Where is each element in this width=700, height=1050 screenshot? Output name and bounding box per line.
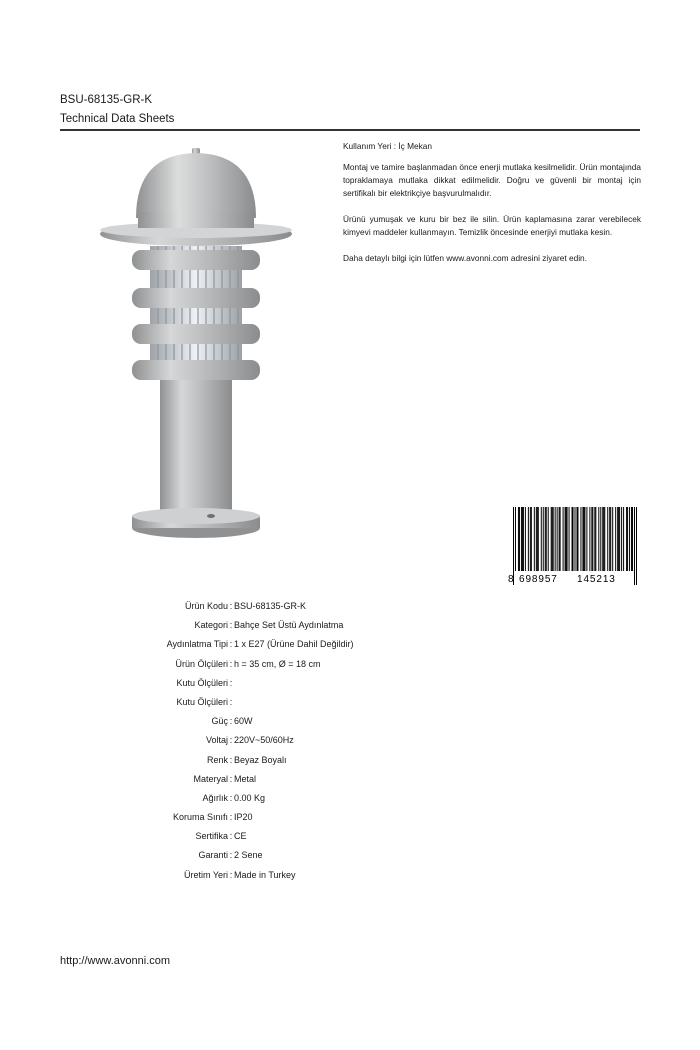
spec-separator: : [229, 716, 233, 727]
spec-separator: : [229, 850, 233, 861]
spec-separator: : [229, 658, 233, 669]
barcode-bar [626, 507, 627, 571]
spec-separator: : [229, 601, 233, 611]
barcode-bar [634, 507, 635, 585]
barcode-bar [631, 507, 632, 571]
barcode-bar [528, 507, 529, 571]
barcode-bar [600, 507, 601, 571]
spec-row [60, 808, 640, 827]
spec-label: Kutu Ölçüleri [176, 677, 228, 688]
spec-value: Metal [234, 773, 257, 784]
spec-label: Ürün Kodu [184, 601, 228, 611]
spec-row [60, 674, 640, 693]
spec-separator: : [229, 831, 233, 842]
barcode-bar [531, 507, 532, 571]
spec-row [60, 770, 640, 789]
barcode [505, 505, 639, 585]
barcode-bar [594, 507, 595, 571]
barcode-bar [567, 507, 568, 571]
barcode-bar [582, 507, 583, 571]
header-divider [60, 129, 640, 131]
barcode-bar [522, 507, 523, 571]
barcode-bar [525, 507, 526, 571]
spec-row [60, 846, 640, 865]
spec-value: 2 Sene [234, 850, 263, 861]
barcode-bar [521, 507, 522, 571]
barcode-bar [573, 507, 574, 571]
barcode-bar [595, 507, 596, 571]
barcode-bar [553, 507, 554, 571]
barcode-bar [555, 507, 556, 571]
spec-row [60, 712, 640, 731]
spec-value: 220V~50/60Hz [234, 735, 294, 746]
barcode-bar [609, 507, 610, 571]
barcode-bar [602, 507, 603, 571]
spec-separator: : [229, 812, 233, 823]
spec-separator: : [229, 754, 233, 765]
barcode-bar [534, 507, 535, 571]
barcode-bar [580, 507, 581, 571]
barcode-bar [598, 507, 599, 571]
spec-row [60, 731, 640, 750]
product-code-heading: BSU-68135-GR-K [60, 94, 153, 106]
barcode-bar [618, 507, 619, 571]
spec-label: Voltaj [205, 735, 228, 746]
spec-row [60, 616, 640, 635]
more-info-note: Daha detaylı bilgi için lütfen www.avonni.com adresini ziyaret edin. [343, 253, 587, 263]
spec-label: Üretim Yeri [183, 869, 228, 880]
barcode-bar [572, 507, 573, 571]
spec-separator: : [229, 869, 233, 880]
barcode-bar [541, 507, 542, 571]
barcode-left-digits: 698957 [519, 574, 558, 585]
barcode-bar [559, 507, 560, 571]
barcode-bar [610, 507, 611, 571]
barcode-bar [619, 507, 620, 571]
barcode-bar [603, 507, 604, 571]
barcode-right-digits: 145213 [577, 574, 616, 585]
barcode-bar [537, 507, 538, 571]
barcode-bar [557, 507, 558, 571]
spec-label: Güç [211, 716, 228, 727]
barcode-bar [566, 507, 567, 571]
barcode-bar [551, 507, 552, 571]
spec-value: BSU-68135-GR-K [234, 601, 307, 611]
barcode-bar [607, 507, 608, 571]
barcode-bar [545, 507, 546, 571]
spec-label: Renk [206, 754, 228, 765]
spec-value: Bahçe Set Üstü Aydınlatma [234, 620, 344, 631]
barcode-bar [546, 507, 547, 571]
spec-label: Koruma Sınıfı [172, 812, 228, 823]
spec-row [60, 827, 640, 846]
barcode-bar [552, 507, 553, 571]
spec-row [60, 655, 640, 674]
spec-separator: : [229, 696, 233, 707]
usage-info [343, 140, 641, 278]
barcode-bar [548, 507, 549, 571]
spec-value: Beyaz Boyalı [234, 754, 287, 765]
spec-label: Aydınlatma Tipi [166, 639, 228, 650]
spec-value: 0.00 Kg [234, 792, 266, 803]
barcode-bar [584, 507, 585, 571]
spec-separator: : [229, 620, 233, 631]
spec-label: Kategori [194, 620, 228, 631]
barcode-bar [615, 507, 616, 571]
spec-label: Ürün Ölçüleri [175, 658, 228, 669]
installation-warning: Montaj ve tamire başlanmadan önce enerji mutlaka kesilmelidir. Ürün montajında topraklamaya mutlaka dikkat edilmelidir. Doğru ve güvenli bir montaj için sertifikalı bir elektrikçiye başvurulmalıdır. [343, 162, 641, 198]
spec-label: Ağırlık [202, 792, 228, 803]
barcode-bar [623, 507, 624, 571]
spec-value: h = 35 cm, Ø = 18 cm [234, 658, 321, 669]
barcode-bar [518, 507, 519, 571]
spec-label: Kutu Ölçüleri [176, 696, 228, 707]
barcode-bar [629, 507, 630, 571]
barcode-bar [591, 507, 592, 571]
document-subtitle: Technical Data Sheets [60, 113, 175, 125]
spec-value: Made in Turkey [234, 869, 296, 880]
barcode-bar [538, 507, 539, 571]
spec-label: Garanti [198, 850, 228, 861]
barcode-bar [530, 507, 531, 571]
spec-row [60, 693, 640, 712]
spec-row [60, 597, 640, 616]
spec-value: 60W [234, 716, 253, 727]
spec-row [60, 789, 640, 808]
barcode-bar [636, 507, 637, 585]
cleaning-instructions: Ürünü yumuşak ve kuru bir bez ile silin. Ürün kaplamasına zarar verebilecek kimyevi maddeler kullanmayın. Temizlik öncesinde enerjiyi mutlaka kesin. [343, 214, 641, 237]
barcode-bar [519, 507, 520, 571]
barcode-bar [632, 507, 633, 571]
barcode-bar [589, 507, 590, 571]
spec-value: 1 x E27 (Ürüne Dahil Değildir) [234, 639, 354, 650]
spec-row [60, 751, 640, 770]
spec-label: Sertifika [195, 831, 228, 842]
spec-separator: : [229, 773, 233, 784]
website-link[interactable]: http://www.avonni.com [60, 955, 171, 967]
barcode-bar [604, 507, 605, 571]
spec-label: Materyal [193, 773, 228, 784]
barcode-bar [627, 507, 628, 571]
product-image [96, 148, 296, 548]
spec-row [60, 866, 640, 885]
barcode-bar [563, 507, 564, 571]
spec-separator: : [229, 735, 233, 746]
barcode-bar [577, 507, 578, 571]
barcode-bar [621, 507, 622, 571]
barcode-bar [560, 507, 561, 571]
barcode-bar [583, 507, 584, 571]
barcode-bar [586, 507, 587, 571]
spec-value: IP20 [234, 812, 253, 823]
spec-separator: : [229, 792, 233, 803]
barcode-bar [565, 507, 566, 571]
barcode-bar [523, 507, 524, 571]
spec-separator: : [229, 677, 233, 688]
barcode-bar [617, 507, 618, 571]
spec-separator: : [229, 639, 233, 650]
spec-table [60, 597, 640, 885]
barcode-bar [569, 507, 570, 571]
barcode-bar [592, 507, 593, 571]
spec-value: CE [234, 831, 247, 842]
barcode-bar [536, 507, 537, 571]
barcode-lead-digit: 8 [508, 574, 514, 585]
barcode-bar [543, 507, 544, 571]
barcode-bar [612, 507, 613, 571]
spec-row [60, 635, 640, 654]
usage-location: Kullanım Yeri : İç Mekan [343, 141, 433, 151]
